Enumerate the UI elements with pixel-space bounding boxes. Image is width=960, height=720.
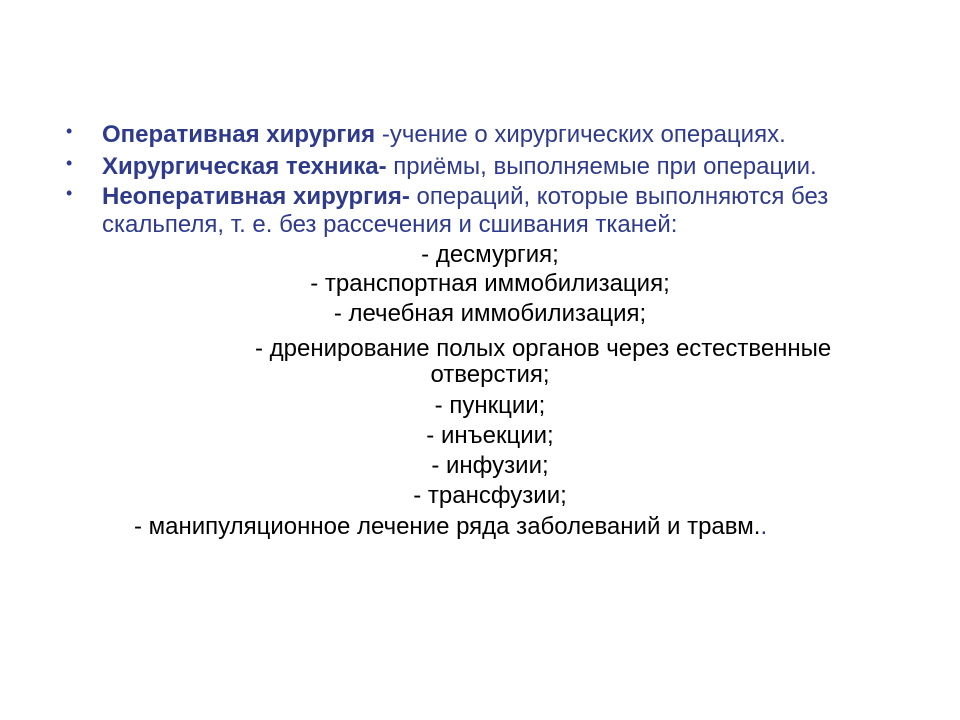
method-transfusions: - трансфузии;	[413, 482, 567, 509]
bullet-text	[102, 121, 922, 149]
method-punctures: - пункции;	[434, 392, 546, 419]
method-drainage-continuation: отверстия;	[430, 361, 550, 388]
bullet-term: Хирургическая техника-	[102, 153, 387, 180]
bullet-definition: приёмы, выполняемые при операции.	[386, 153, 817, 180]
bullet-definition: -учение о хирургических операциях.	[375, 121, 786, 148]
method-drainage: - дренирование полых органов через естественные	[255, 335, 832, 362]
bullet-text	[102, 183, 922, 239]
method-desmurgy: - десмургия;	[421, 241, 559, 268]
method-manipulation-text: - манипуляционное лечение ряда заболеваний и травм.	[134, 513, 761, 540]
trailing-dot: .	[760, 513, 768, 540]
bullet-definition: операций, которые выполняются без скальпеля, т. е. без рассечения и сшивания тканей:	[102, 183, 829, 238]
bullet-term: Неоперативная хирургия-	[102, 183, 410, 210]
bullet-icon: •	[66, 121, 73, 141]
bullet-text	[102, 153, 922, 181]
method-injections: - инъекции;	[426, 422, 554, 449]
bullet-icon: •	[66, 183, 73, 203]
method-infusions: - инфузии;	[431, 452, 549, 479]
method-transport-immobilization: - транспортная иммобилизация;	[310, 270, 670, 297]
bullet-term: Оперативная хирургия	[102, 121, 376, 148]
method-manipulation-treatment	[134, 513, 767, 541]
bullet-icon: •	[66, 153, 73, 173]
method-therapeutic-immobilization: - лечебная иммобилизация;	[333, 300, 647, 327]
